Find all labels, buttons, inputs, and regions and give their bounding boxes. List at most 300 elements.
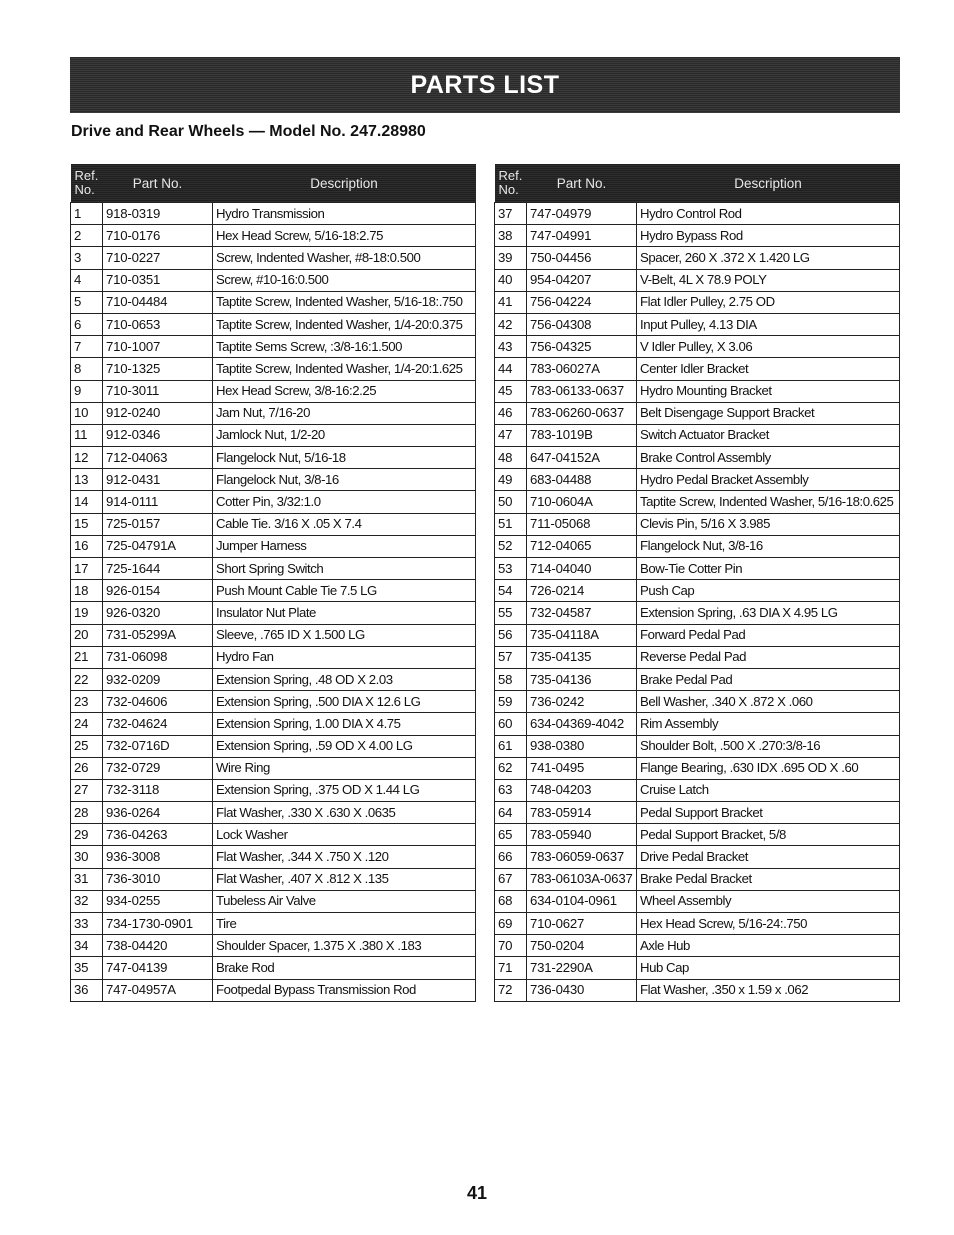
description-cell: Tubeless Air Valve [213,890,476,912]
part-no-cell: 783-06059-0637 [527,846,637,868]
part-no-cell: 710-3011 [103,380,213,402]
table-row [71,735,476,757]
table-row [71,935,476,957]
part-no-cell: 912-0240 [103,402,213,424]
ref-no-cell: 16 [71,535,103,557]
part-no-cell: 710-0227 [103,247,213,269]
ref-no-cell: 7 [71,336,103,358]
description-cell: Tire [213,913,476,935]
table-row [71,646,476,668]
table-row [495,824,900,846]
part-no-cell: 783-06133-0637 [527,380,637,402]
table-row [495,580,900,602]
part-no-cell: 750-0204 [527,935,637,957]
ref-no-cell: 5 [71,291,103,313]
parts-table-left [70,164,476,1002]
description-cell: Taptite Screw, Indented Washer, 5/16-18:0.625 [637,491,900,513]
ref-no-cell: 14 [71,491,103,513]
ref-no-header [495,164,527,203]
description-cell: Brake Control Assembly [637,447,900,469]
table-row [71,602,476,624]
table-row [495,247,900,269]
table-row [71,269,476,291]
description-cell: Hub Cap [637,957,900,979]
table-row [495,868,900,890]
ref-no-cell: 10 [71,402,103,424]
part-no-cell: 954-04207 [527,269,637,291]
ref-no-cell: 24 [71,713,103,735]
part-no-cell: 735-04118A [527,624,637,646]
description-cell: Extension Spring, .59 OD X 4.00 LG [213,735,476,757]
ref-no-cell: 44 [495,358,527,380]
table-row [71,535,476,557]
table-row [495,624,900,646]
part-no-cell: 712-04063 [103,447,213,469]
table-row [71,225,476,247]
table-row [71,824,476,846]
ref-no-cell: 49 [495,469,527,491]
part-no-cell: 710-0627 [527,913,637,935]
part-no-cell: 725-04791A [103,535,213,557]
table-row [495,757,900,779]
table-row [71,624,476,646]
description-header: Description [637,164,900,203]
part-no-cell: 731-06098 [103,646,213,668]
description-cell: Sleeve, .765 ID X 1.500 LG [213,624,476,646]
description-cell: Wheel Assembly [637,890,900,912]
ref-no-cell: 38 [495,225,527,247]
ref-no-cell: 53 [495,558,527,580]
part-no-cell: 741-0495 [527,757,637,779]
table-row [71,513,476,535]
part-no-cell: 710-0351 [103,269,213,291]
table-row [71,691,476,713]
ref-no-cell: 43 [495,336,527,358]
ref-no-cell: 35 [71,957,103,979]
ref-header-line1: Ref. [498,168,523,183]
description-cell: Hydro Pedal Bracket Assembly [637,469,900,491]
table-row [71,757,476,779]
table-row [495,535,900,557]
ref-no-cell: 28 [71,802,103,824]
description-cell: V Idler Pulley, X 3.06 [637,336,900,358]
ref-no-cell: 42 [495,313,527,335]
table-row [71,424,476,446]
part-no-cell: 725-1644 [103,558,213,580]
table-row [71,802,476,824]
part-no-cell: 732-0716D [103,735,213,757]
part-no-cell: 783-06103A-0637 [527,868,637,890]
table-header-row [495,164,900,203]
table-row [495,957,900,979]
part-no-cell: 726-0214 [527,580,637,602]
description-cell: Hydro Fan [213,646,476,668]
part-no-cell: 783-06260-0637 [527,402,637,424]
description-cell: Jumper Harness [213,535,476,557]
table-row [495,513,900,535]
ref-no-cell: 15 [71,513,103,535]
description-cell: Flangelock Nut, 3/8-16 [637,535,900,557]
part-no-cell: 926-0154 [103,580,213,602]
part-no-cell: 756-04308 [527,313,637,335]
page-number: 41 [466,1183,488,1203]
table-row [71,580,476,602]
ref-no-cell: 27 [71,779,103,801]
table-row [495,691,900,713]
ref-no-cell: 39 [495,247,527,269]
ref-no-cell: 21 [71,646,103,668]
ref-no-cell: 59 [495,691,527,713]
part-no-cell: 932-0209 [103,668,213,690]
description-cell: Push Cap [637,580,900,602]
part-no-cell: 731-05299A [103,624,213,646]
description-cell: Cotter Pin, 3/32:1.0 [213,491,476,513]
description-cell: Flat Washer, .350 x 1.59 x .062 [637,979,900,1001]
description-cell: Hydro Mounting Bracket [637,380,900,402]
table-row [495,846,900,868]
description-cell: Belt Disengage Support Bracket [637,402,900,424]
ref-no-cell: 55 [495,602,527,624]
description-cell: Jam Nut, 7/16-20 [213,402,476,424]
ref-no-cell: 41 [495,291,527,313]
description-cell: Pedal Support Bracket, 5/8 [637,824,900,846]
ref-no-cell: 60 [495,713,527,735]
part-no-cell: 934-0255 [103,890,213,912]
ref-no-cell: 65 [495,824,527,846]
description-cell: Hex Head Screw, 5/16-24:.750 [637,913,900,935]
description-cell: Hydro Control Rod [637,203,900,225]
part-no-cell: 750-04456 [527,247,637,269]
table-row [495,558,900,580]
description-cell: Hex Head Screw, 3/8-16:2.25 [213,380,476,402]
description-cell: V-Belt, 4L X 78.9 POLY [637,269,900,291]
part-no-cell: 747-04957A [103,979,213,1001]
ref-no-cell: 8 [71,358,103,380]
ref-header-line2: No. [74,182,95,197]
part-no-cell: 938-0380 [527,735,637,757]
table-row [495,802,900,824]
table-row [495,890,900,912]
part-no-cell: 783-1019B [527,424,637,446]
table-row [495,447,900,469]
ref-no-cell: 11 [71,424,103,446]
table-row [71,358,476,380]
ref-no-cell: 48 [495,447,527,469]
table-row [495,291,900,313]
ref-no-cell: 23 [71,691,103,713]
ref-no-cell: 66 [495,846,527,868]
ref-no-cell: 52 [495,535,527,557]
part-no-cell: 714-04040 [527,558,637,580]
part-no-cell: 756-04325 [527,336,637,358]
description-cell: Pedal Support Bracket [637,802,900,824]
description-cell: Short Spring Switch [213,558,476,580]
table-row [71,247,476,269]
ref-header-line2: No. [498,182,519,197]
table-row [71,957,476,979]
table-row [495,358,900,380]
description-cell: Reverse Pedal Pad [637,646,900,668]
part-no-header: Part No. [527,164,637,203]
description-cell: Flangelock Nut, 5/16-18 [213,447,476,469]
part-no-cell: 710-0176 [103,225,213,247]
part-no-cell: 732-04606 [103,691,213,713]
part-no-cell: 710-04484 [103,291,213,313]
description-cell: Taptite Screw, Indented Washer, 5/16-18:.750 [213,291,476,313]
part-no-cell: 918-0319 [103,203,213,225]
description-cell: Taptite Sems Screw, :3/8-16:1.500 [213,336,476,358]
ref-no-cell: 20 [71,624,103,646]
table-row [71,336,476,358]
table-row [71,380,476,402]
part-no-cell: 747-04991 [527,225,637,247]
description-cell: Drive Pedal Bracket [637,846,900,868]
table-row [71,469,476,491]
part-no-cell: 914-0111 [103,491,213,513]
table-row [71,890,476,912]
ref-no-cell: 19 [71,602,103,624]
part-no-cell: 736-0430 [527,979,637,1001]
table-row [495,979,900,1001]
description-cell: Spacer, 260 X .372 X 1.420 LG [637,247,900,269]
description-cell: Extension Spring, .63 DIA X 4.95 LG [637,602,900,624]
part-no-cell: 735-04135 [527,646,637,668]
ref-no-cell: 54 [495,580,527,602]
description-cell: Shoulder Spacer, 1.375 X .380 X .183 [213,935,476,957]
ref-no-cell: 1 [71,203,103,225]
description-cell: Flangelock Nut, 3/8-16 [213,469,476,491]
description-cell: Extension Spring, .375 OD X 1.44 LG [213,779,476,801]
description-cell: Lock Washer [213,824,476,846]
description-cell: Input Pulley, 4.13 DIA [637,313,900,335]
description-cell: Cable Tie. 3/16 X .05 X 7.4 [213,513,476,535]
ref-no-cell: 6 [71,313,103,335]
ref-no-cell: 22 [71,668,103,690]
description-cell: Brake Pedal Pad [637,668,900,690]
table-row [71,402,476,424]
ref-no-cell: 56 [495,624,527,646]
part-no-cell: 732-04624 [103,713,213,735]
table-row [71,713,476,735]
part-no-cell: 710-0604A [527,491,637,513]
description-cell: Rim Assembly [637,713,900,735]
ref-no-cell: 70 [495,935,527,957]
part-no-cell: 647-04152A [527,447,637,469]
description-cell: Taptite Screw, Indented Washer, 1/4-20:1.625 [213,358,476,380]
ref-no-cell: 63 [495,779,527,801]
description-cell: Shoulder Bolt, .500 X .270:3/8-16 [637,735,900,757]
part-no-cell: 783-06027A [527,358,637,380]
ref-no-cell: 18 [71,580,103,602]
description-cell: Flange Bearing, .630 IDX .695 OD X .60 [637,757,900,779]
table-row [71,313,476,335]
description-cell: Taptite Screw, Indented Washer, 1/4-20:0.375 [213,313,476,335]
table-row [495,469,900,491]
ref-no-cell: 67 [495,868,527,890]
table-row [495,402,900,424]
table-header-row [71,164,476,203]
ref-no-cell: 25 [71,735,103,757]
description-cell: Flat Washer, .344 X .750 X .120 [213,846,476,868]
part-no-cell: 634-04369-4042 [527,713,637,735]
table-row [71,779,476,801]
description-cell: Flat Washer, .330 X .630 X .0635 [213,802,476,824]
description-cell: Screw, #10-16:0.500 [213,269,476,291]
table-row [495,646,900,668]
ref-no-cell: 31 [71,868,103,890]
ref-no-cell: 57 [495,646,527,668]
part-no-cell: 734-1730-0901 [103,913,213,935]
part-no-cell: 710-1325 [103,358,213,380]
ref-no-cell: 71 [495,957,527,979]
description-cell: Extension Spring, .500 DIA X 12.6 LG [213,691,476,713]
description-cell: Bow-Tie Cotter Pin [637,558,900,580]
description-cell: Brake Rod [213,957,476,979]
part-no-cell: 736-04263 [103,824,213,846]
table-row [495,779,900,801]
ref-no-cell: 46 [495,402,527,424]
table-row [71,913,476,935]
table-row [71,447,476,469]
table-row [495,313,900,335]
part-no-cell: 732-3118 [103,779,213,801]
table-row [71,846,476,868]
table-row [71,668,476,690]
ref-no-cell: 3 [71,247,103,269]
ref-no-header [71,164,103,203]
ref-no-cell: 69 [495,913,527,935]
part-no-cell: 926-0320 [103,602,213,624]
part-no-cell: 732-0729 [103,757,213,779]
part-no-cell: 912-0431 [103,469,213,491]
ref-no-cell: 9 [71,380,103,402]
part-no-cell: 725-0157 [103,513,213,535]
description-cell: Hydro Transmission [213,203,476,225]
ref-no-cell: 62 [495,757,527,779]
table-row [495,336,900,358]
part-no-cell: 936-3008 [103,846,213,868]
table-row [71,558,476,580]
table-row [71,868,476,890]
ref-no-cell: 64 [495,802,527,824]
parts-table-right-body [495,203,900,1002]
ref-no-cell: 45 [495,380,527,402]
ref-no-cell: 12 [71,447,103,469]
part-no-cell: 912-0346 [103,424,213,446]
part-no-cell: 736-3010 [103,868,213,890]
part-no-cell: 748-04203 [527,779,637,801]
ref-no-cell: 72 [495,979,527,1001]
description-cell: Hex Head Screw, 5/16-18:2.75 [213,225,476,247]
description-cell: Footpedal Bypass Transmission Rod [213,979,476,1001]
ref-no-cell: 61 [495,735,527,757]
description-cell: Hydro Bypass Rod [637,225,900,247]
ref-no-cell: 13 [71,469,103,491]
description-header: Description [213,164,476,203]
description-cell: Flat Idler Pulley, 2.75 OD [637,291,900,313]
description-cell: Bell Washer, .340 X .872 X .060 [637,691,900,713]
ref-no-cell: 2 [71,225,103,247]
part-no-cell: 756-04224 [527,291,637,313]
table-row [495,491,900,513]
ref-no-cell: 51 [495,513,527,535]
ref-no-cell: 26 [71,757,103,779]
part-no-cell: 710-1007 [103,336,213,358]
table-row [495,424,900,446]
ref-no-cell: 36 [71,979,103,1001]
ref-no-cell: 50 [495,491,527,513]
ref-no-cell: 68 [495,890,527,912]
table-row [495,380,900,402]
table-row [495,735,900,757]
ref-no-cell: 4 [71,269,103,291]
section-subtitle: Drive and Rear Wheels — Model No. 247.28980 [71,123,426,140]
part-no-cell: 747-04979 [527,203,637,225]
description-cell: Push Mount Cable Tie 7.5 LG [213,580,476,602]
ref-no-cell: 40 [495,269,527,291]
description-cell: Center Idler Bracket [637,358,900,380]
ref-no-cell: 37 [495,203,527,225]
table-row [495,602,900,624]
table-row [495,713,900,735]
part-no-cell: 738-04420 [103,935,213,957]
table-row [495,668,900,690]
table-row [495,935,900,957]
table-row [71,203,476,225]
description-cell: Extension Spring, 1.00 DIA X 4.75 [213,713,476,735]
table-row [495,269,900,291]
part-no-cell: 735-04136 [527,668,637,690]
part-no-cell: 783-05914 [527,802,637,824]
description-cell: Clevis Pin, 5/16 X 3.985 [637,513,900,535]
parts-table-left-body [71,203,476,1002]
description-cell: Brake Pedal Bracket [637,868,900,890]
description-cell: Axle Hub [637,935,900,957]
table-row [71,491,476,513]
part-no-cell: 936-0264 [103,802,213,824]
description-cell: Flat Washer, .407 X .812 X .135 [213,868,476,890]
table-row [495,913,900,935]
parts-table-right [494,164,900,1002]
description-cell: Insulator Nut Plate [213,602,476,624]
part-no-cell: 683-04488 [527,469,637,491]
parts-list-banner [70,57,900,113]
part-no-cell: 732-04587 [527,602,637,624]
description-cell: Cruise Latch [637,779,900,801]
part-no-cell: 783-05940 [527,824,637,846]
part-no-cell: 711-05068 [527,513,637,535]
table-row [495,225,900,247]
ref-header-line1: Ref. [74,168,99,183]
description-cell: Switch Actuator Bracket [637,424,900,446]
table-row [71,291,476,313]
ref-no-cell: 33 [71,913,103,935]
page-title: PARTS LIST [410,70,560,99]
ref-no-cell: 34 [71,935,103,957]
part-no-header: Part No. [103,164,213,203]
part-no-cell: 731-2290A [527,957,637,979]
part-no-cell: 736-0242 [527,691,637,713]
ref-no-cell: 32 [71,890,103,912]
part-no-cell: 712-04065 [527,535,637,557]
table-row [495,203,900,225]
ref-no-cell: 47 [495,424,527,446]
part-no-cell: 634-0104-0961 [527,890,637,912]
ref-no-cell: 58 [495,668,527,690]
part-no-cell: 747-04139 [103,957,213,979]
ref-no-cell: 29 [71,824,103,846]
ref-no-cell: 17 [71,558,103,580]
